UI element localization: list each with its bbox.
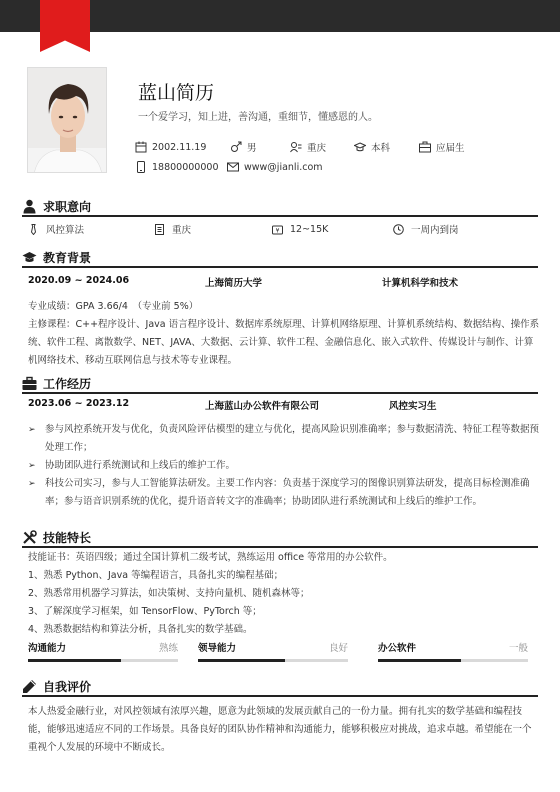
skill-bar-fill xyxy=(28,659,121,662)
intent-row xyxy=(28,222,538,236)
skill-bar-label: 沟通能力 xyxy=(28,643,67,654)
list-item: 2、熟悉常用机器学习算法，如决策树、支持向量机、随机森林等； xyxy=(28,588,310,599)
email-info xyxy=(227,161,347,173)
motto: 一个爱学习，知上进，善沟通，重细节，懂感恩的人。 xyxy=(138,112,378,123)
info-row-1 xyxy=(135,140,499,154)
work-period: 2023.06 ~ 2023.12 xyxy=(28,398,130,409)
section-self-divider xyxy=(22,695,538,697)
intent-position xyxy=(28,222,154,236)
birth-text: 2002.11.19 xyxy=(152,141,207,153)
intent-city-text: 重庆 xyxy=(172,225,192,236)
section-work-heading xyxy=(22,375,91,392)
list-item: 4、熟悉数据结构和算法分析，具备扎实的数学基础。 xyxy=(28,624,253,635)
section-self-heading xyxy=(22,678,91,695)
section-intent-title: 求职意向 xyxy=(43,200,92,214)
education-gpa: 专业成绩：GPA 3.66/4 （专业前 5%） xyxy=(28,301,199,312)
section-self-title: 自我评价 xyxy=(43,680,92,694)
phone-info xyxy=(135,161,227,173)
graduation-cap-icon xyxy=(354,141,366,153)
birth-info xyxy=(135,140,230,154)
work-bullet-list xyxy=(28,421,540,511)
education-period: 2020.09 ~ 2024.06 xyxy=(28,275,130,286)
education-major: 计算机科学和技术 xyxy=(382,278,459,289)
skill-bar-track xyxy=(28,659,178,662)
skill-bar-value: 熟练 xyxy=(158,643,178,654)
person-icon xyxy=(22,199,37,214)
skill-bar-value: 一般 xyxy=(508,643,528,654)
skills-list xyxy=(28,549,540,639)
skill-bar-track xyxy=(198,659,348,662)
intent-salary xyxy=(272,222,393,236)
tools-icon xyxy=(22,530,37,545)
list-item: ➢ 参与风控系统开发与优化，负责风险评估模型的建立与优化，提高风险识别准确率；参与数据清洗、特征工程等数据预处理工作； xyxy=(28,421,540,457)
calendar-icon xyxy=(135,141,147,153)
intent-availability-text: 一周内到岗 xyxy=(411,225,459,236)
email-text: www@jianli.com xyxy=(244,161,323,173)
user-location-icon xyxy=(290,141,302,153)
section-education-title: 教育背景 xyxy=(43,251,92,265)
section-skills-divider xyxy=(22,546,538,548)
intent-availability xyxy=(393,222,513,236)
list-item: 3、了解深度学习框架，如 TensorFlow、PyTorch 等； xyxy=(28,606,262,617)
list-item: 1、熟悉 Python、Java 等编程语言，具备扎实的编程基础； xyxy=(28,570,284,581)
education-school: 上海简历大学 xyxy=(205,278,263,289)
section-intent-heading xyxy=(22,198,91,215)
location-text: 重庆 xyxy=(307,143,327,154)
phone-text: 18800000000 xyxy=(152,161,219,173)
profile-photo xyxy=(27,67,107,173)
section-skills-heading xyxy=(22,529,91,546)
list-item: ➢ 协助团队进行系统测试和上线后的维护工作。 xyxy=(28,457,540,475)
self-evaluation-text: 本人热爱金融行业，对风控领域有浓厚兴趣，愿意为此领域的发展贡献自己的一份力量。拥有扎实的数学基础和编程技能，能够迅速适应不同的工作场景。具备良好的团队协作精神和沟通能力，能够积极应对挑战，追求卓越。希望能在一个重视个人发展的环境中不断成长。 xyxy=(28,706,532,753)
work-role: 风控实习生 xyxy=(389,401,437,412)
education-courses: 主修课程：C++程序设计、Java 语言程序设计、数据库系统原理、计算机网络原理、计算机系统结构、数据结构、操作系统、软件工程、离散数学、NET、JAVA、大数据、云计算、软件工程、金融信息化、嵌入式软件、传媒设计与制作、计算机网络技术、移动互联网信息与技术等专业课程。 xyxy=(28,319,540,366)
list-item: 技能证书：英语四级；通过全国计算机二级考试，熟练运用 office 等常用的办公软件。 xyxy=(28,552,393,563)
list-item: ➢ 科技公司实习，参与人工智能算法研发。主要工作内容：负责基于深度学习的图像识别算法研发，提高目标检测准确率；参与语音识别系统的优化，提升语音转文字的准确率；协助团队进行系统测试和上线后的维护工作。 xyxy=(28,475,540,511)
status-text: 应届生 xyxy=(436,143,465,154)
section-education-divider xyxy=(22,266,538,268)
skill-bar-label: 办公软件 xyxy=(378,643,417,654)
status-info xyxy=(419,140,499,154)
document-icon xyxy=(154,224,165,235)
work-company: 上海蓝山办公软件有限公司 xyxy=(205,401,320,412)
section-work-title: 工作经历 xyxy=(43,377,92,391)
pen-icon xyxy=(22,679,37,694)
bookmark-ribbon xyxy=(40,0,90,52)
briefcase-icon xyxy=(22,376,37,391)
resume-name: 蓝山简历 xyxy=(138,82,215,104)
intent-city xyxy=(154,222,272,236)
gender-icon xyxy=(230,141,242,153)
clock-icon xyxy=(393,224,404,235)
gender-text: 男 xyxy=(247,143,257,154)
skill-bar-label: 领导能力 xyxy=(198,643,237,654)
intent-position-text: 风控算法 xyxy=(46,225,85,236)
section-work-divider xyxy=(22,392,538,394)
info-row-2 xyxy=(135,161,347,173)
tie-icon xyxy=(28,224,39,235)
degree-info xyxy=(354,140,419,154)
skill-bar-value: 良好 xyxy=(328,643,348,654)
section-intent-divider xyxy=(22,215,538,217)
intent-salary-text: 12~15K xyxy=(290,223,329,235)
skill-bar-fill xyxy=(198,659,285,662)
mail-icon xyxy=(227,161,239,173)
section-skills-title: 技能特长 xyxy=(43,531,92,545)
degree-text: 本科 xyxy=(371,143,391,154)
skill-bar-track xyxy=(378,659,528,662)
location-info xyxy=(290,140,354,154)
graduation-cap-icon xyxy=(22,250,37,265)
svg-text:¥: ¥ xyxy=(275,227,280,234)
skill-bar-fill xyxy=(378,659,461,662)
briefcase-icon xyxy=(419,141,431,153)
wallet-icon xyxy=(272,224,283,235)
section-education-heading xyxy=(22,249,91,266)
phone-icon xyxy=(135,161,147,173)
gender-info xyxy=(230,140,290,154)
